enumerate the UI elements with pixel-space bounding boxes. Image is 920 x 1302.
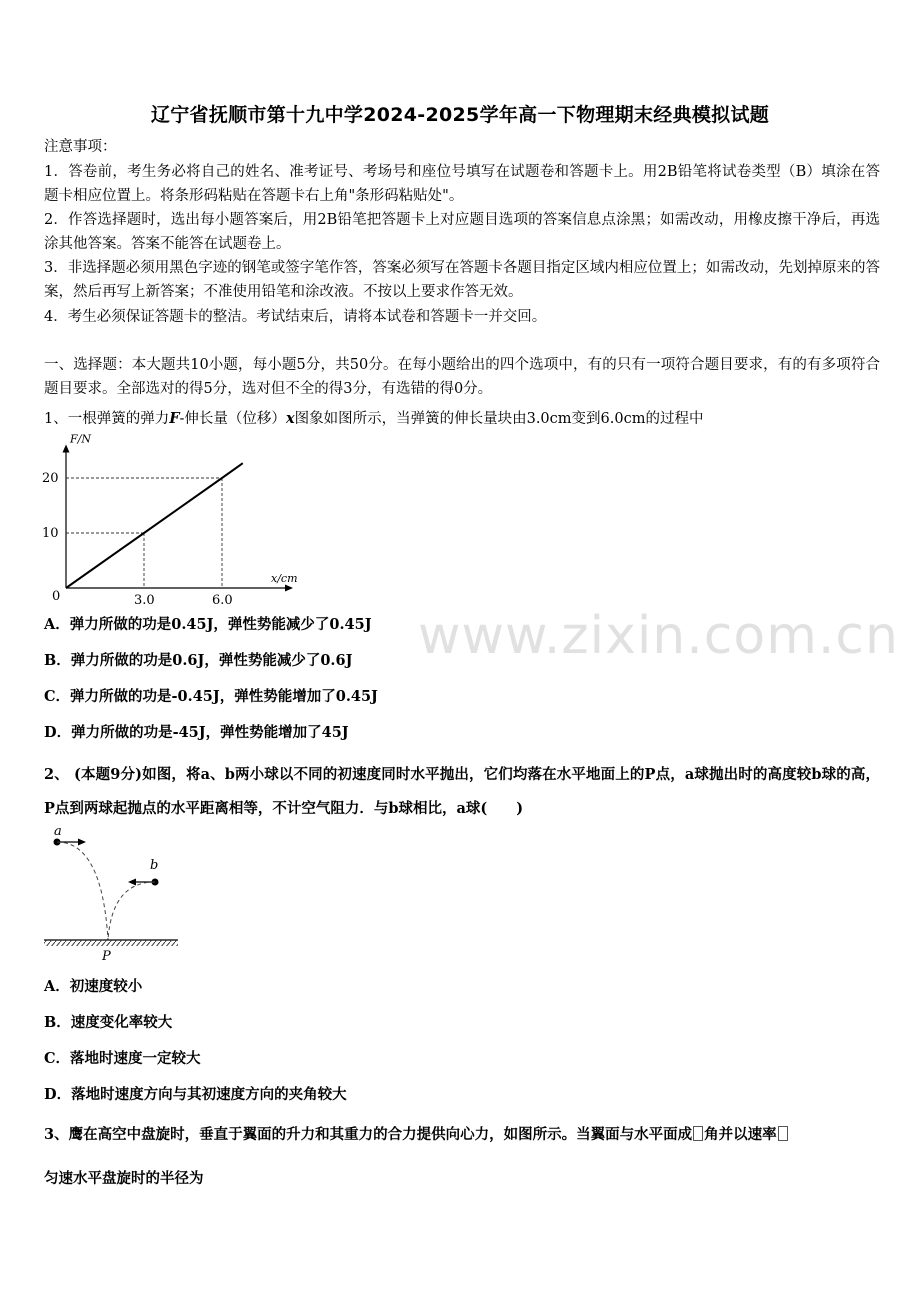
q1-option-b: B．弹力所做的功是0.6J，弹性势能减少了0.6J [44,652,353,669]
q1-force-extension-chart [40,430,320,612]
q1-option-a: A．弹力所做的功是0.45J，弹性势能减少了0.45J [44,616,372,633]
x-tick-label: 6.0 [212,593,233,608]
origin-label: 0 [52,589,61,604]
y-tick-label: 10 [42,526,59,541]
ball-b-label: b [150,858,159,873]
q1-option-c: C．弹力所做的功是-0.45J，弹性势能增加了0.45J [44,688,378,705]
q2-option-b: B．速度变化率较大 [44,1014,173,1031]
y-axis-arrow [63,445,70,453]
ground-hatch [44,940,178,946]
ball-a-label: a [54,824,62,839]
x-axis-label: x/cm [271,572,298,585]
angle-symbol-placeholder [693,1126,703,1141]
x-axis-arrow [285,585,293,592]
page-title: 辽宁省抚顺市第十九中学2024-2025学年高一下物理期末经典模拟试题 [150,104,770,126]
section-heading: 一、选择题：本大题共10小题，每小题5分，共50分。在每小题给出的四个选项中，有的只有一项符合题目要求，有的有多项符合题目要求。全部选对的得5分，选对但不全的得3分，有选错的得0分。 [44,357,880,397]
watermark: www.zixin.com.cn [418,606,899,666]
q3-stem-continued: 匀速水平盘旋时的半径为 [44,1170,204,1187]
x-tick-label: 3.0 [134,593,155,608]
q2-option-d: D．落地时速度方向与其初速度方向的夹角较大 [44,1086,347,1103]
notice-item-3: 3．非选择题必须用黑色字迹的钢笔或签字笔作答，答案必须写在答题卡各题目指定区域内相应位置上；如需改动，先划掉原来的答案，然后再写上新答案；不准使用铅笔和涂改液。不按以上要求作答无效。 [44,260,880,300]
q1-option-d: D．弹力所做的功是-45J，弹性势能增加了45J [44,724,349,741]
notice-heading: 注意事项： [44,139,117,155]
notice-item-4: 4．考生必须保证答题卡的整洁。考试结束后，请将本试卷和答题卡一并交回。 [44,309,547,325]
point-p-label: P [102,949,111,964]
trajectory-b [108,882,155,940]
q2-option-c: C．落地时速度一定较大 [44,1050,201,1067]
force-extension-line [66,463,243,588]
notice-item-1: 1．答卷前，考生务必将自己的姓名、准考证号、考场号和座位号填写在试题卷和答题卡上。用2B铅笔将试卷类型（B）填涂在答题卡相应位置上。将条形码粘贴在答题卡右上角"条形码粘贴处"。 [44,164,880,204]
y-axis-label: F/N [70,432,91,446]
q2-stem: 2、 (本题9分)如图，将a、b两小球以不同的初速度同时水平抛出，它们均落在水平地面上的P点，a球抛出时的高度较b球的高， P点到两球起抛点的水平距离相等，不计空气阻力．与b球相比，a球( ) [44,766,880,817]
q2-projectile-diagram [40,822,185,967]
trajectory-a [57,842,108,940]
q1-stem: 1、一根弹簧的弹力F-伸长量（位移）x图象如图所示，当弹簧的伸长量块由3.0cm变到6.0cm的过程中 [44,410,704,427]
y-tick-label: 20 [42,471,59,486]
q3-stem: 3、鹰在高空中盘旋时，垂直于翼面的升力和其重力的合力提供向心力，如图所示。当翼面与水平面成 角并以速率 [44,1124,789,1146]
notice-item-2: 2．作答选择题时，选出每小题答案后，用2B铅笔把答题卡上对应题目选项的答案信息点涂黑；如需改动，用橡皮擦干净后，再选涂其他答案。答案不能答在试题卷上。 [44,212,880,252]
speed-symbol-placeholder [778,1126,788,1141]
q2-option-a: A．初速度较小 [44,978,143,995]
